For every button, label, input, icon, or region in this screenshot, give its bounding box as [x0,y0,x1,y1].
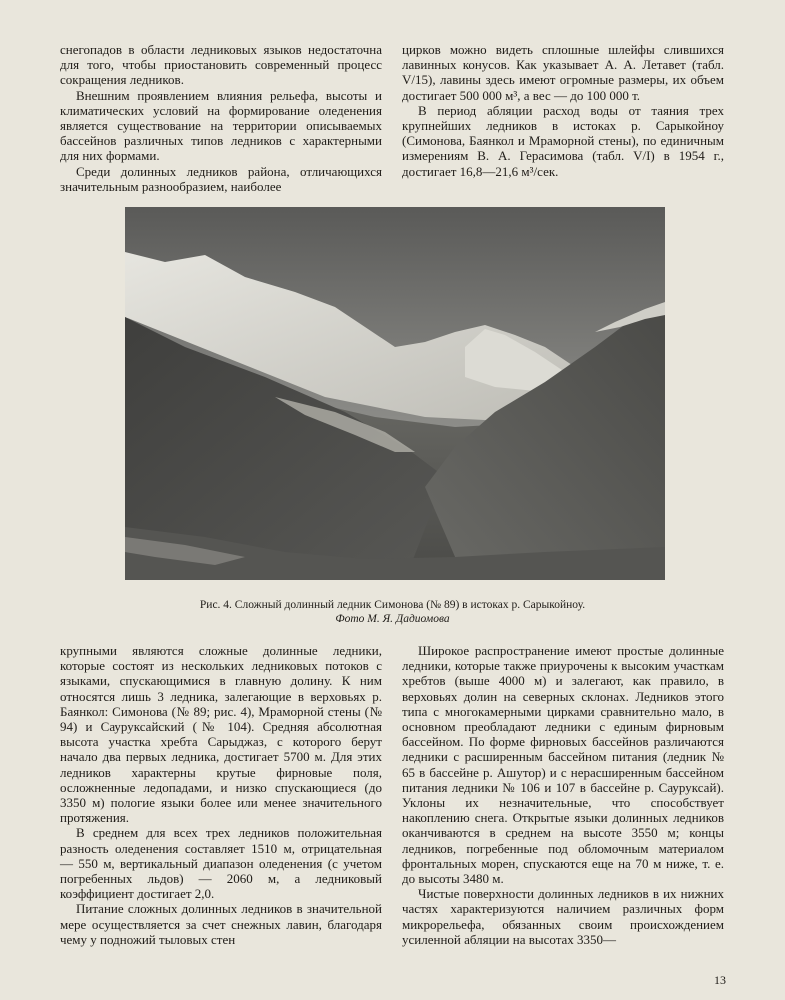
paragraph: Внешним проявлением влияния рельефа, высоты и климатических условий на формирование оледенения является существование на территории описываемых бассейнов различных типов ледников с характерными для них формами. [60,87,382,164]
paragraph: В период абляции расход воды от таяния трех крупнейших ледников в истоках р. Сарыкойноу (Симонова, Баянкол и Мраморной стены), по единичным измерениям В. А. Герасимова (табл. V/I) в 1954 г., достигает 16,8—21,6 м³/сек. [402,102,724,179]
paragraph: крупными являются сложные долинные ледники, которые состоят из нескольких ледниковых потоков с языками, спускающимися в главную долину. К ним относятся лишь 3 ледника, залегающие в верховьях р. Баянкол: Симонова (№ 89; рис. 4), Мраморной стены (№ 94) и Сауруксайский (№ 104). Средняя абсолютная высота участка хребта Сарыджаз, с которого берут начало два первых ледника, достигает 5700 м. Для этих ледников характерны крутые фирновые поля, осложненные ледопадами, и низко спускающиеся (до 3350 м) пологие языки более или менее значительного протяжения. [60,643,382,826]
photo-credit: Фото М. Я. Дадиомова [335,613,450,625]
paragraph: Питание сложных долинных ледников в значительной мере осуществляется за счет снежных лавин, благодаря чему у подножий тыловых стен [60,901,382,947]
paragraph: цирков можно видеть сплошные шлейфы слившихся лавинных конусов. Как указывает А. А. Летавет (табл. V/15), лавины здесь имеют огромные размеры, их объем достигает 500 000 м³, а вес — до 100 000 т. [402,42,724,103]
paragraph: Широкое распространение имеют простые долинные ледники, которые также приурочены к высоким участкам хребтов (выше 4000 м) и залегают, как правило, в верховьях долин на северных склонах. Ледников этого типа с многокамерными цирками сравнительно мало, в основном преобладают ледники с единым фирновым бассейном. По форме фирновых бассейнов различаются ледники с расширенным бассейном питания (ледник № 65 в бассейне р. Ашутор) и с нерасширенным бассейном питания ледники № 106 и 107 в бассейне р. Сауруксай). Уклоны их незначительные, что способствует накоплению снега. Открытые языки долинных ледников оканчиваются в среднем на высоте 3550 м; концы ледников, погребенные под обломочным материалом фронтальных морен, спускаются еще на 70 м ниже, т. е. до высоты 3480 м. [402,643,724,887]
text-column-bottom-left [60,643,382,947]
text-column-bottom-right [402,643,724,947]
text-column-top-left [60,42,382,194]
figure-caption [60,598,725,626]
page-number: 13 [714,973,726,987]
paragraph: В среднем для всех трех ледников положительная разность оледенения составляет 1510 м, отрицательная — 550 м, вертикальный диапазон оледенения (с учетом погребенных льдов) — 2060 м, а ледниковый коэффициент достигает 2,0. [60,825,382,902]
mountain-glacier-photo [125,207,665,580]
caption-text: Рис. 4. Сложный долинный ледник Симонова (№ 89) в истоках р. Сарыкойноу. [199,599,586,611]
text-column-top-right [402,42,724,179]
paragraph: снегопадов в области ледниковых языков недостаточна для того, чтобы приостановить современный процесс сокращения ледников. [60,42,382,88]
paragraph: Среди долинных ледников района, отличающихся значительным разнообразием, наиболее [60,163,382,194]
paragraph: Чистые поверхности долинных ледников в их нижних частях характеризуются наличием различных форм микрорельефа, обязанных своим происхождением усиленной абляции на высотах 3350— [402,886,724,947]
